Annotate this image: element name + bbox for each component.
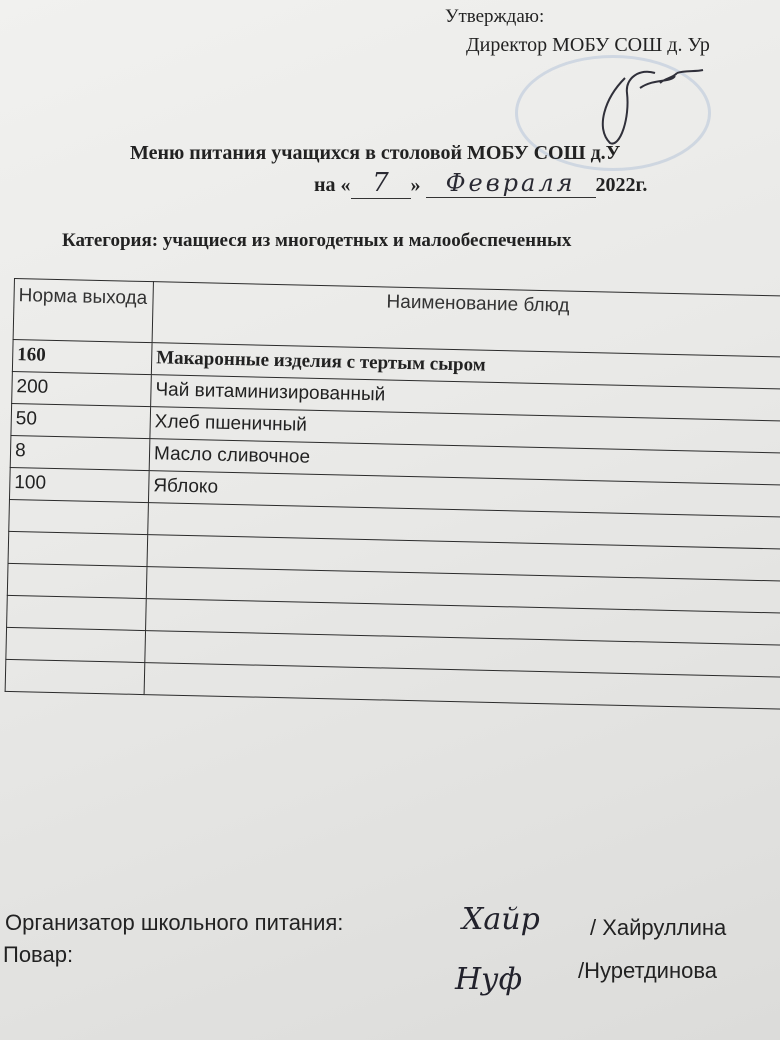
empty-cell [9, 499, 149, 534]
menu-date [314, 168, 647, 199]
row-dish: Яблоко [148, 471, 780, 518]
date-day: 7 [351, 168, 411, 199]
row-dish: Масло сливочное [149, 439, 780, 486]
director-signature [585, 58, 705, 148]
empty-cell [6, 627, 146, 662]
menu-table [5, 278, 780, 710]
cook-signature: Нуф [455, 962, 523, 997]
empty-cell [7, 563, 147, 598]
row-dish: Чай витаминизированный [151, 375, 780, 422]
row-norm: 100 [9, 467, 149, 502]
menu-table-wrap [4, 278, 780, 736]
organizer-signature: Хайр [462, 902, 540, 937]
organizer-name: / Хайруллина [590, 915, 727, 940]
header-norm: Норма выхода [13, 279, 153, 343]
cook-name: /Нуретдинова [578, 958, 718, 983]
row-norm: 8 [10, 435, 150, 470]
row-norm: 50 [11, 403, 151, 438]
header-dish-name: Наименование блюд [152, 282, 780, 358]
approval-title: Утверждаю: [445, 6, 545, 27]
empty-cell [7, 595, 147, 630]
row-dish: Макаронные изделия с тертым сыром [151, 343, 780, 390]
row-norm: 200 [12, 371, 152, 406]
row-norm: 160 [12, 339, 152, 374]
approval-director-line: Директор МОБУ СОШ д. Ур [466, 34, 710, 56]
empty-cell [8, 531, 148, 566]
date-year: 2022г. [595, 174, 648, 196]
empty-cell [5, 659, 145, 694]
cook-label: Повар: [3, 942, 74, 967]
date-mid: » [410, 174, 421, 196]
row-dish: Хлеб пшеничный [150, 407, 780, 454]
menu-title: Меню питания учащихся в столовой МОБУ СОШ д.У [130, 142, 621, 164]
category-line: Категория: учащиеся из многодетных и малообеспеченных [62, 230, 572, 251]
date-month: Февраля [426, 169, 596, 198]
date-prefix: на « [314, 174, 351, 196]
organizer-label: Организатор школьного питания: [5, 910, 344, 935]
